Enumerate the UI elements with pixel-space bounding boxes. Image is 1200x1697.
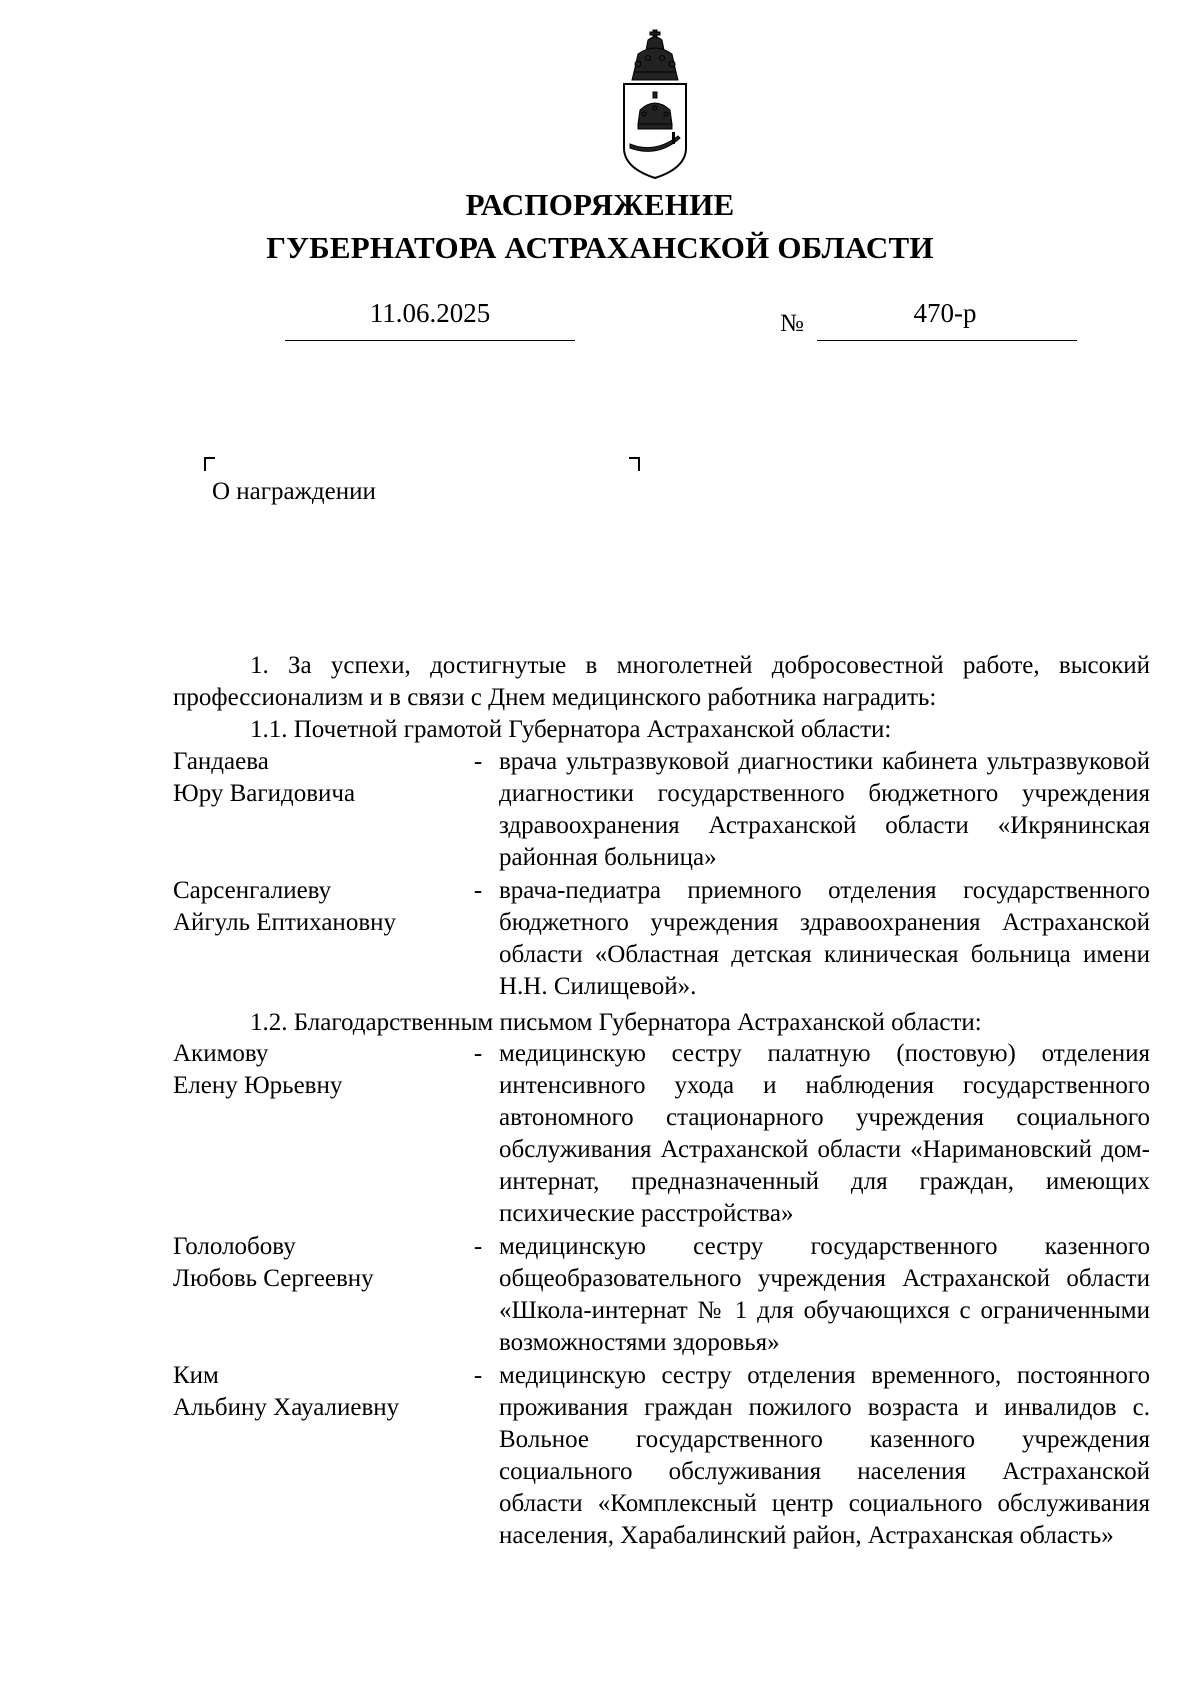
number-sign: № [780, 310, 804, 337]
section-heading-letter: 1.2. Благодарственным письмом Губернатора Астраханской области: [250, 1009, 982, 1036]
entry-dash: - [473, 748, 483, 775]
issuer-title: ГУБЕРНАТОРА АСТРАХАНСКОЙ ОБЛАСТИ [266, 230, 934, 265]
recipient-name [173, 1231, 463, 1295]
recipient-given-names: Любовь Сергеевну [173, 1265, 374, 1292]
recipient-position: врача ультразвуковой диагностики кабинета ультразвуковой диагностики государственного бюджетного учреждения здравоохранения Астраханской области «Икрянинская районная больница» [499, 748, 1150, 871]
award-paragraph: 1. За успехи, достигнутые в многолетней добросовестной работе, высокий профессионализм и в связи с Днем медицинского работника наградить: [173, 652, 1150, 711]
recipient-name [173, 1360, 463, 1424]
recipient-given-names: Елену Юрьевну [173, 1072, 343, 1099]
recipient-surname: Сарсенгалиеву [173, 877, 332, 904]
recipient-surname: Гандаева [173, 748, 269, 775]
recipient-position: медицинскую сестру отделения временного, постоянного проживания граждан пожилого возраста и инвалидов с. Вольное государственного казенного учреждения социального обслуживания населения Астраханской области «Комплексный центр социального обслуживания населения, Харабалинский район, Астраханская область» [499, 1362, 1150, 1549]
document-date: 11.06.2025 [369, 298, 491, 328]
recipient-surname: Гололобову [173, 1233, 296, 1260]
recipient-given-names: Айгуль Ептихановну [173, 909, 396, 936]
recipient-surname: Ким [173, 1362, 219, 1389]
section-heading-certificate: 1.1. Почетной грамотой Губернатора Астраханской области: [250, 716, 892, 743]
recipient-surname: Акимову [173, 1040, 269, 1067]
recipient-name [173, 1038, 463, 1102]
date-underline [285, 340, 575, 341]
entry-dash: - [473, 1362, 483, 1389]
entry-dash: - [473, 1040, 483, 1067]
document-number: 470-р [913, 298, 977, 328]
subject-corner-right [629, 457, 640, 471]
number-underline [817, 340, 1077, 341]
recipient-given-names: Альбину Хауалиевну [173, 1394, 400, 1421]
entry-dash: - [473, 877, 483, 904]
astrakhan-coat-of-arms-icon [620, 28, 690, 180]
recipient-given-names: Юру Вагидовича [173, 780, 356, 807]
entry-dash: - [473, 1233, 483, 1260]
recipient-position: медицинскую сестру государственного казенного общеобразовательного учреждения Астраханской области «Школа-интернат № 1 для обучающихся с ограниченными возможностями здоровья» [499, 1233, 1150, 1356]
recipient-name [173, 875, 463, 939]
recipient-position: медицинскую сестру палатную (постовую) отделения интенсивного ухода и наблюдения государственного автономного стационарного учреждения социального обслуживания Астраханской области «Наримановский дом-интернат, предназначенный для граждан, имеющих психические расстройства» [499, 1040, 1150, 1227]
document-subject: О награждении [212, 478, 376, 505]
recipient-position: врача-педиатра приемного отделения государственного бюджетного учреждения здравоохранения Астраханской области «Областная детская клиническая больница имени Н.Н. Силищевой». [499, 877, 1150, 1000]
document-type-title: РАСПОРЯЖЕНИЕ [465, 187, 735, 222]
recipient-name [173, 746, 463, 810]
subject-corner-left [204, 457, 215, 471]
